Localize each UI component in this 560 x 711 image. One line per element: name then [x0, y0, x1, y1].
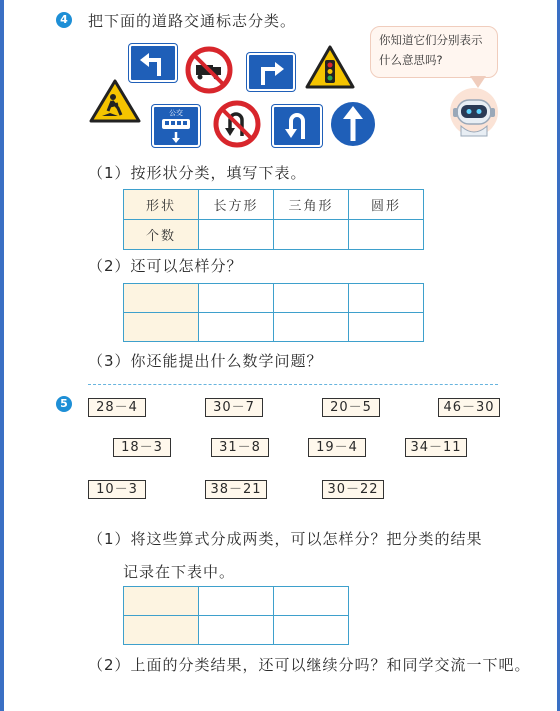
expression-card: 10－3 — [88, 480, 146, 499]
q5-part-2-instruction: （2）上面的分类结果，还可以继续分吗？和同学交流一下吧。 — [88, 656, 531, 674]
answer-cell-triangle[interactable] — [274, 220, 349, 250]
part-1-instruction: （1）按形状分类，填写下表。 — [88, 164, 307, 182]
answer-cell-circle[interactable] — [349, 220, 424, 250]
header-triangle: 三角形 — [274, 190, 349, 220]
blank-cell[interactable] — [349, 313, 424, 342]
blank-cell[interactable] — [124, 313, 199, 342]
blank-cell[interactable] — [274, 616, 349, 645]
turn-left-sign-icon — [129, 44, 177, 82]
blank-cell[interactable] — [199, 284, 274, 313]
part-2-instruction: （2）还可以怎样分？ — [88, 257, 243, 275]
answer-cell-rectangle[interactable] — [199, 220, 274, 250]
bus-sign-label: 公交 — [169, 109, 183, 117]
blank-cell[interactable] — [199, 616, 274, 645]
expression-card: 31－8 — [211, 438, 269, 457]
traffic-light-warning-sign-icon — [304, 44, 356, 94]
q5-part-1-instruction: （1）将这些算式分成两类，可以怎样分？把分类的结果 — [88, 530, 483, 548]
road-work-warning-sign-icon — [88, 78, 142, 128]
expression-card: 30－22 — [322, 480, 384, 499]
bus-lane-sign-icon — [152, 105, 200, 147]
robot-mascot-icon — [447, 86, 501, 146]
blank-cell[interactable] — [124, 284, 199, 313]
expression-card: 20－5 — [322, 398, 380, 417]
blank-cell[interactable] — [199, 313, 274, 342]
blank-cell[interactable] — [274, 313, 349, 342]
expression-classification-table — [123, 586, 349, 645]
part-3-instruction: （3）你还能提出什么数学问题？ — [88, 352, 323, 370]
no-trucks-sign-icon — [185, 46, 233, 98]
expression-card: 46－30 — [438, 398, 500, 417]
other-classification-table — [123, 283, 424, 342]
question-4-title: 把下面的道路交通标志分类。 — [88, 12, 297, 30]
blank-cell[interactable] — [124, 616, 199, 645]
expression-card: 30－7 — [205, 398, 263, 417]
expression-card: 38－21 — [205, 480, 267, 499]
blank-cell[interactable] — [199, 587, 274, 616]
shape-count-table — [123, 189, 424, 250]
header-rectangle: 长方形 — [199, 190, 274, 220]
blank-cell[interactable] — [274, 284, 349, 313]
go-straight-sign-icon — [328, 99, 378, 153]
header-circle: 圆形 — [349, 190, 424, 220]
blank-cell[interactable] — [124, 587, 199, 616]
question-5-badge: 5 — [56, 396, 72, 412]
expression-card: 34－11 — [405, 438, 467, 457]
turn-right-sign-icon — [247, 53, 295, 91]
expression-card: 19－4 — [308, 438, 366, 457]
section-divider — [88, 384, 498, 385]
robot-speech-bubble: 你知道它们分别表示什么意思吗? — [370, 26, 498, 78]
q5-part-1-instruction-cont: 记录在下表中。 — [123, 563, 236, 581]
blank-cell[interactable] — [274, 587, 349, 616]
u-turn-sign-icon — [272, 105, 322, 147]
expression-card: 18－3 — [113, 438, 171, 457]
blank-cell[interactable] — [349, 284, 424, 313]
page-frame-left — [0, 0, 4, 711]
question-4-badge: 4 — [56, 12, 72, 28]
header-shape: 形状 — [124, 190, 199, 220]
row-label-count: 个数 — [124, 220, 199, 250]
expression-card: 28－4 — [88, 398, 146, 417]
no-u-turn-sign-icon — [213, 100, 261, 152]
